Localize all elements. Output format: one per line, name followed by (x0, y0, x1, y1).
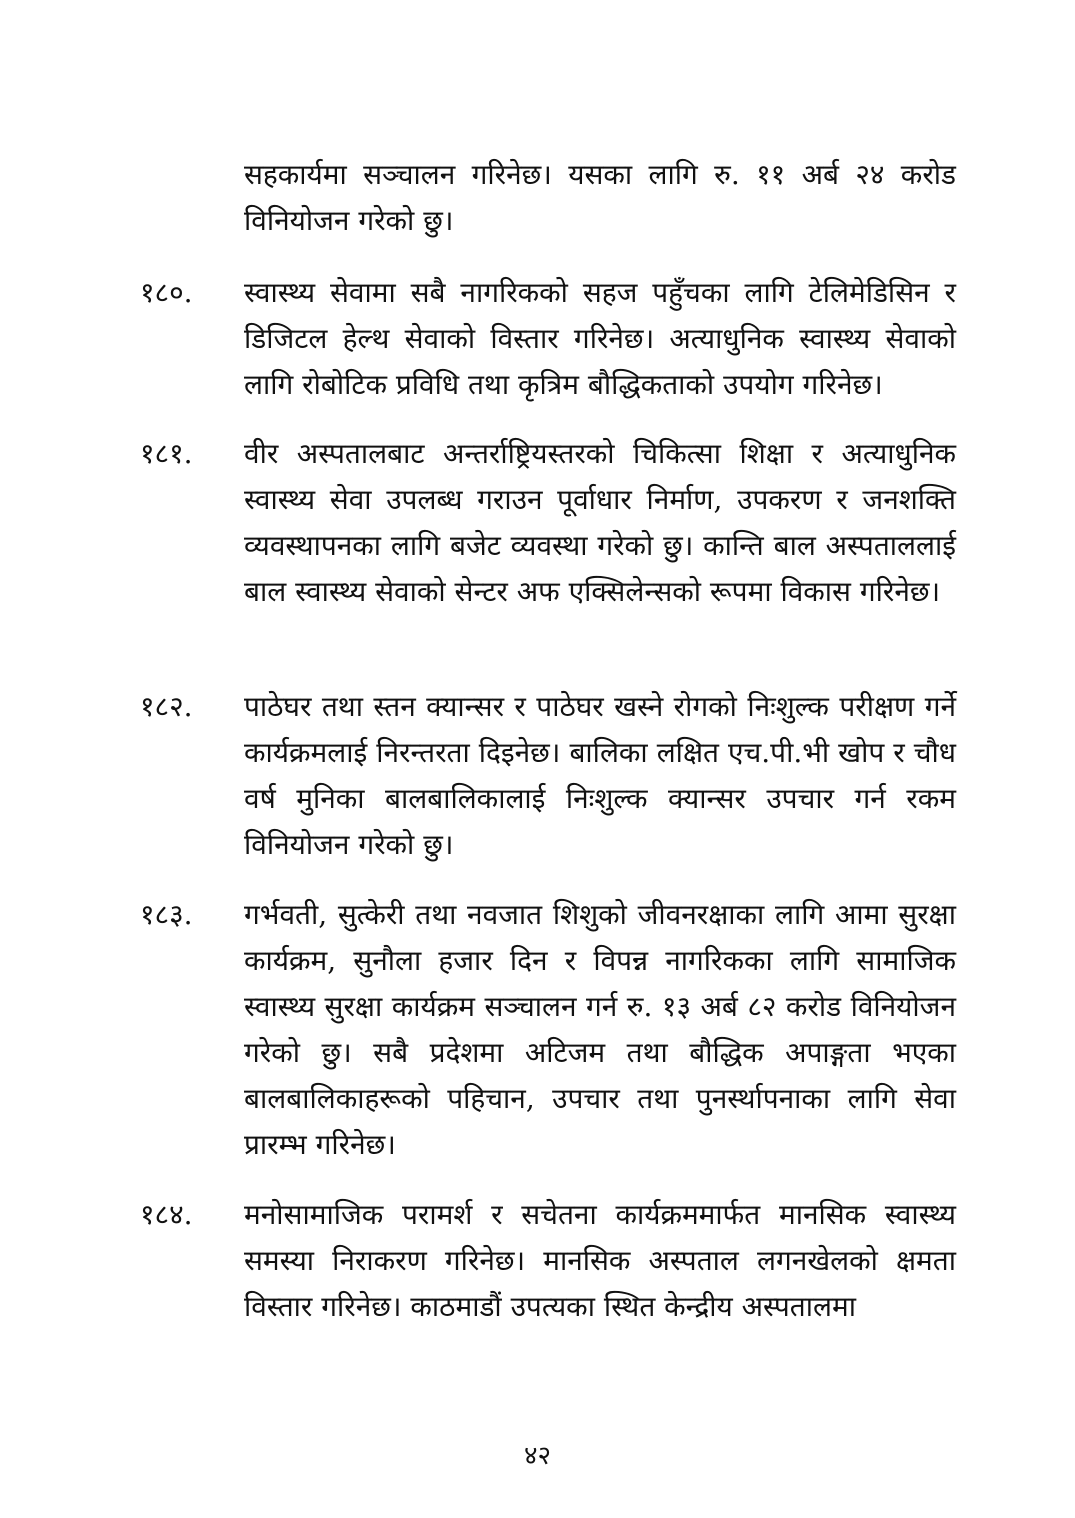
paragraph-number: १८१. (140, 437, 193, 470)
paragraph-number: १८३. (140, 898, 193, 931)
paragraph-text: वीर अस्पतालबाट अन्तर्राष्ट्रियस्तरको चिकित्सा शिक्षा र अत्याधुनिक स्वास्थ्य सेवा उपलब्ध गराउन पूर्वाधार निर्माण, उपकरण र जनशक्ति व्यवस्थापनका लागि बजेट व्यवस्था गरेको छु। कान्ति बाल अस्पताललाई बाल स्वास्थ्य सेवाको सेन्टर अफ एक्सिलेन्सको रूपमा विकास गरिनेछ। (244, 437, 956, 608)
paragraph-text: मनोसामाजिक परामर्श र सचेतना कार्यक्रममार्फत मानसिक स्वास्थ्य समस्या निराकरण गरिनेछ। मानसिक अस्पताल लगनखेलको क्षमता विस्तार गरिनेछ। काठमाडौं उपत्यका स्थित केन्द्रीय अस्पतालमा (244, 1198, 956, 1323)
paragraph-number: १८२. (140, 690, 193, 723)
paragraph-text: गर्भवती, सुत्केरी तथा नवजात शिशुको जीवनरक्षाका लागि आमा सुरक्षा कार्यक्रम, सुनौला हजार दिन र विपन्न नागरिकका लागि सामाजिक स्वास्थ्य सुरक्षा कार्यक्रम सञ्चालन गर्न रु. १३ अर्ब ८२ करोड विनियोजन गरेको छु। सबै प्रदेशमा अटिजम तथा बौद्धिक अपाङ्गता भएका बालबालिकाहरूको पहिचान, उपचार तथा पुनर्स्थापनाका लागि सेवा प्रारम्भ गरिनेछ। (244, 898, 956, 1161)
page-number: ४२ (523, 1441, 552, 1471)
paragraph-number: १८४. (140, 1198, 193, 1231)
paragraph-text: स्वास्थ्य सेवामा सबै नागरिकको सहज पहुँचका लागि टेलिमेडिसिन र डिजिटल हेल्थ सेवाको विस्तार गरिनेछ। अत्याधुनिक स्वास्थ्य सेवाको लागि रोबोटिक प्रविधि तथा कृत्रिम बौद्धिकताको उपयोग गरिनेछ। (244, 276, 956, 401)
paragraph-number: १८०. (140, 276, 193, 309)
paragraph-text: पाठेघर तथा स्तन क्यान्सर र पाठेघर खस्ने रोगको निःशुल्क परीक्षण गर्ने कार्यक्रमलाई निरन्तरता दिइनेछ। बालिका लक्षित एच.पी.भी खोप र चौध वर्ष मुनिका बालबालिकालाई निःशुल्क क्यान्सर उपचार गर्न रकम विनियोजन गरेको छु। (244, 690, 956, 861)
continuation-paragraph: सहकार्यमा सञ्चालन गरिनेछ। यसका लागि रु. ११ अर्ब २४ करोड विनियोजन गरेको छु। (244, 158, 956, 237)
